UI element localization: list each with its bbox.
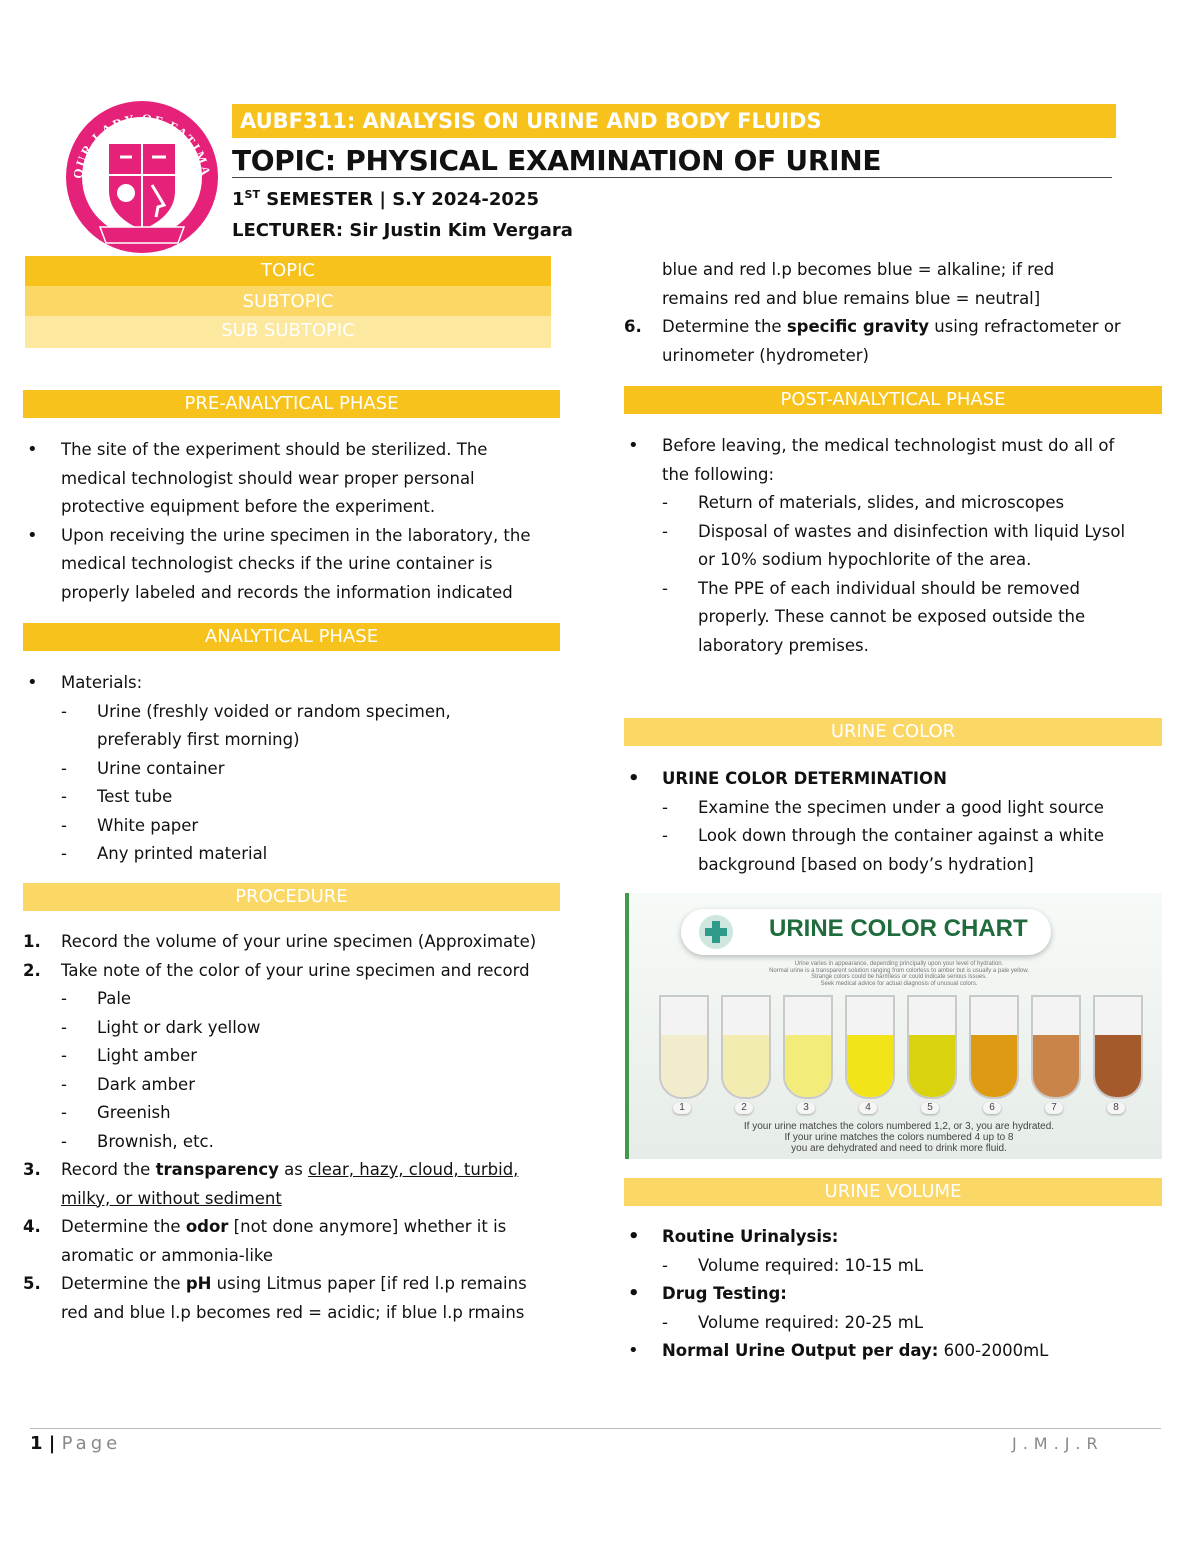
medical-cross-icon (699, 915, 733, 949)
test-tube-6 (969, 995, 1019, 1099)
test-tube-3 (783, 995, 833, 1099)
procedure-continued (624, 256, 1124, 370)
post-analytical-list (624, 432, 1144, 660)
section-procedure: PROCEDURE (23, 883, 560, 911)
list-item: - Brownish, etc. (23, 1128, 543, 1157)
test-tube-4 (845, 995, 895, 1099)
section-post-analytical: POST-ANALYTICAL PHASE (624, 386, 1162, 414)
procedure-list (23, 928, 543, 1327)
footer-divider (30, 1428, 1161, 1429)
legend-subtopic: SUBTOPIC (25, 286, 551, 316)
procedure-step-5-cont: blue and red l.p becomes blue = alkaline; if red remains red and blue remains blue = neutral] (662, 260, 1055, 308)
list-item: - Urine container (23, 755, 523, 784)
section-urine-color: URINE COLOR (624, 718, 1162, 746)
section-pre-analytical: PRE-ANALYTICAL PHASE (23, 390, 560, 418)
test-tube-1 (659, 995, 709, 1099)
list-item: - Greenish (23, 1099, 543, 1128)
chart-title: URINE COLOR CHART (769, 915, 1028, 942)
chart-subtitle: Urine varies in appearance, depending principally upon your level of hydration. Normal urine is a transparent solution ranging from colorless to amber but is usually a pale yellow. Strange colors could be harmless or could indicate serious issues. Seek medical advice for actual diagnosis of unusual colors. (769, 961, 1029, 987)
title-divider (232, 177, 1112, 178)
list-item: - Any printed material (23, 840, 523, 869)
list-item: - Test tube (23, 783, 523, 812)
list-item: • The site of the experiment should be sterilized. The medical technologist should wear proper personal protective equipment before the experiment. (23, 436, 553, 522)
procedure-step-3: 3. Record the transparency as clear, hazy, cloud, turbid, milky, or without sediment (23, 1160, 519, 1208)
list-item: • Before leaving, the medical technologist must do all of the following: (624, 432, 1144, 489)
course-title: AUBF311: ANALYSIS ON URINE AND BODY FLUIDS (240, 109, 822, 133)
procedure-step-5: 5. Determine the pH using Litmus paper [if red l.p remains red and blue l.p becomes red = acidic; if blue l.p rmains (23, 1274, 527, 1322)
section-analytical: ANALYTICAL PHASE (23, 623, 560, 651)
list-item: - Look down through the container against a white background [based on body’s hydration] (624, 822, 1144, 879)
legend-subsubtopic: SUB SUBTOPIC (25, 316, 551, 348)
list-item: - Pale (23, 985, 543, 1014)
list-item: - Return of materials, slides, and microscopes (624, 489, 1144, 518)
procedure-step-6: 6. Determine the specific gravity using refractometer or urinometer (hydrometer) (624, 317, 1121, 365)
semester-line: 1ST SEMESTER | S.Y 2024-2025 (232, 188, 539, 210)
urine-color-chart (625, 893, 1162, 1159)
list-item: - The PPE of each individual should be removed properly. These cannot be exposed outside the laboratory premises. (624, 575, 1144, 661)
list-item: - Examine the specimen under a good light source (624, 794, 1144, 823)
test-tube-8 (1093, 995, 1143, 1099)
procedure-step-1: 1. Record the volume of your urine specimen (Approximate) (23, 932, 537, 951)
page-title: TOPIC: PHYSICAL EXAMINATION OF URINE (232, 144, 882, 177)
urine-color-heading: • URINE COLOR DETERMINATION (624, 765, 1144, 794)
urine-volume-list (624, 1223, 1144, 1366)
procedure-step-4: 4. Determine the odor [not done anymore] whether it is aromatic or ammonia-like (23, 1217, 507, 1265)
section-urine-volume: URINE VOLUME (624, 1178, 1162, 1206)
materials-list (23, 669, 523, 869)
test-tube-2 (721, 995, 771, 1099)
test-tube-7 (1031, 995, 1081, 1099)
university-logo (60, 95, 225, 255)
footer-initials: J.M.J.R (1012, 1434, 1104, 1453)
tube-number-6: 6 (983, 1102, 1001, 1114)
chart-footer: If your urine matches the colors numbered 1,2, or 3, you are hydrated. If your urine matches the colors numbered 4 up to 8 you are dehydrated and need to drink more fluid. (743, 1121, 1055, 1154)
procedure-step-2: 2. Take note of the color of your urine specimen and record (23, 960, 530, 980)
test-tube-5 (907, 995, 957, 1099)
drug-label: • Drug Testing: (624, 1280, 1144, 1309)
list-item: - Disposal of wastes and disinfection with liquid Lysol or 10% sodium hypochlorite of the area. (624, 518, 1144, 575)
list-item: - Light or dark yellow (23, 1014, 543, 1043)
lecturer-line: LECTURER: Sir Justin Kim Vergara (232, 220, 573, 241)
tube-number-2: 2 (735, 1102, 753, 1114)
logo-ring-text: OUR LADY OF FATIMA (69, 110, 214, 180)
legend-topic: TOPIC (25, 256, 551, 286)
tube-number-8: 8 (1107, 1102, 1125, 1114)
tube-number-7: 7 (1045, 1102, 1063, 1114)
list-item: - Volume required: 10-15 mL (624, 1252, 1144, 1281)
tube-number-1: 1 (673, 1102, 691, 1114)
page-number: 1 | Page (30, 1433, 122, 1454)
list-item: - Volume required: 20-25 mL (624, 1309, 1144, 1338)
list-item: - White paper (23, 812, 523, 841)
list-item: - Urine (freshly voided or random specimen, preferably first morning) (23, 698, 523, 755)
materials-label: • Materials: (23, 669, 523, 698)
routine-label: • Routine Urinalysis: (624, 1223, 1144, 1252)
pre-analytical-list (23, 436, 553, 607)
output-line: • Normal Urine Output per day: 600-2000mL (624, 1337, 1144, 1366)
tube-number-5: 5 (921, 1102, 939, 1114)
urine-color-list (624, 765, 1144, 879)
list-item: - Dark amber (23, 1071, 543, 1100)
tube-number-3: 3 (797, 1102, 815, 1114)
tube-number-4: 4 (859, 1102, 877, 1114)
list-item: • Upon receiving the urine specimen in the laboratory, the medical technologist checks if the urine container is properly labeled and records the information indicated (23, 522, 553, 608)
list-item: - Light amber (23, 1042, 543, 1071)
